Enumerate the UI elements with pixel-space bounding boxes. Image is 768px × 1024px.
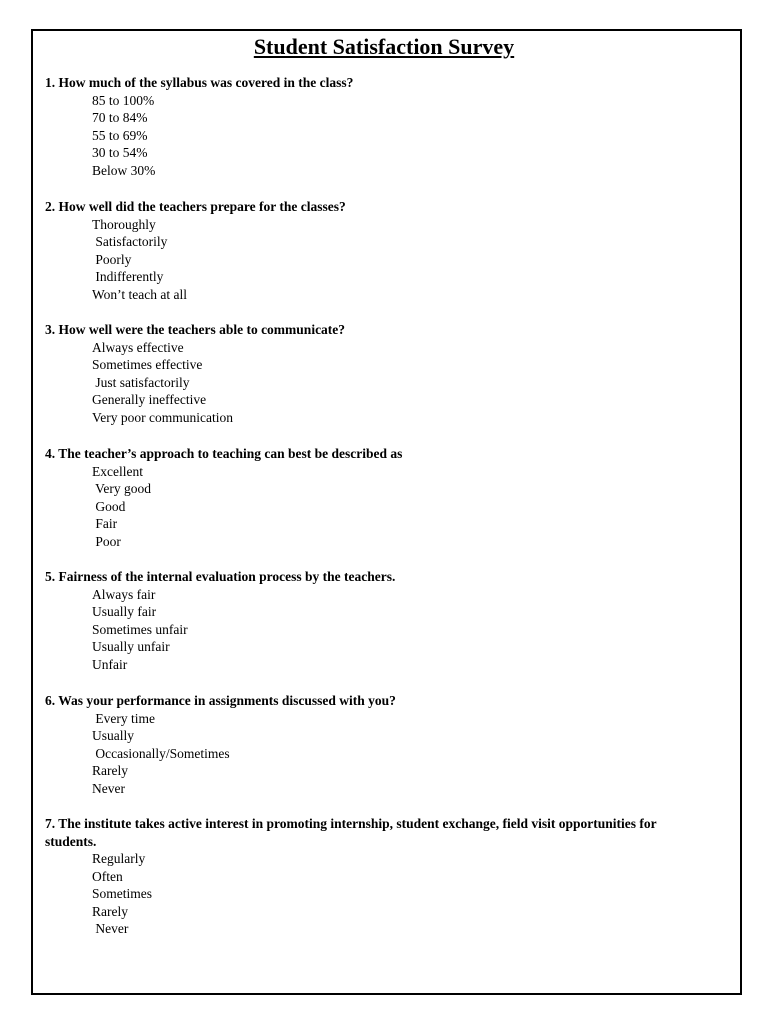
answer-option[interactable]: Thoroughly (92, 216, 156, 232)
answer-option[interactable]: Always effective (92, 339, 184, 355)
option-list (45, 463, 705, 551)
answer-option[interactable]: Rarely (92, 903, 128, 919)
answer-option[interactable]: Below 30% (92, 162, 156, 178)
answer-option[interactable]: 30 to 54% (92, 145, 148, 160)
option-list (45, 850, 705, 938)
option-list (45, 92, 705, 180)
answer-option[interactable]: Sometimes (92, 886, 152, 901)
answer-option[interactable]: Unfair (92, 656, 128, 672)
answer-option[interactable]: Very good (92, 481, 151, 496)
question-7 (45, 815, 705, 938)
question-text: 1. How much of the syllabus was covered in the class? (45, 75, 354, 90)
answer-option[interactable]: Excellent (92, 463, 143, 479)
option-list (45, 339, 705, 427)
answer-option[interactable]: Never (92, 921, 129, 936)
question-text: 6. Was your performance in assignments discussed with you? (45, 693, 396, 708)
question-text: 7. The institute takes active interest in promoting internship, student exchange, field visit opportunities for students. (45, 816, 657, 849)
answer-option[interactable]: Never (92, 780, 125, 796)
answer-option[interactable]: Every time (92, 710, 155, 726)
answer-option[interactable]: Occasionally/Sometimes (92, 745, 230, 761)
answer-option[interactable]: Indifferently (92, 269, 164, 284)
question-text: 4. The teacher’s approach to teaching can best be described as (45, 446, 403, 461)
answer-option[interactable]: Good (92, 498, 126, 514)
answer-option[interactable]: Usually (92, 728, 134, 743)
question-3 (45, 321, 705, 426)
answer-option[interactable]: Usually unfair (92, 639, 170, 654)
question-6 (45, 692, 705, 797)
answer-option[interactable]: Very poor communication (92, 409, 233, 425)
question-text: 3. How well were the teachers able to communicate? (45, 322, 346, 337)
option-list (45, 586, 705, 674)
answer-option[interactable]: Often (92, 868, 123, 884)
answer-option[interactable]: Sometimes unfair (92, 621, 188, 637)
option-list (45, 710, 705, 798)
answer-option[interactable]: Satisfactorily (92, 234, 168, 249)
question-2 (45, 198, 705, 303)
answer-option[interactable]: Poor (92, 533, 121, 549)
answer-option[interactable]: Rarely (92, 763, 128, 778)
answer-option[interactable]: Fair (92, 516, 118, 531)
page-title: Student Satisfaction Survey (253, 34, 515, 59)
answer-option[interactable]: 70 to 84% (92, 110, 148, 125)
question-5 (45, 568, 705, 673)
answer-option[interactable]: 85 to 100% (92, 92, 155, 108)
answer-option[interactable]: 55 to 69% (92, 127, 148, 143)
question-4 (45, 445, 705, 550)
answer-option[interactable]: Generally ineffective (92, 392, 207, 407)
option-list (45, 216, 705, 304)
answer-option[interactable]: Always fair (92, 586, 156, 602)
answer-option[interactable]: Poorly (92, 251, 132, 267)
answer-option[interactable]: Sometimes effective (92, 357, 203, 372)
question-1 (45, 74, 705, 179)
question-text: 2. How well did the teachers prepare for the classes? (45, 199, 346, 214)
answer-option[interactable]: Just satisfactorily (92, 374, 190, 390)
answer-option[interactable]: Regularly (92, 851, 146, 866)
question-text: 5. Fairness of the internal evaluation process by the teachers. (45, 569, 396, 584)
answer-option[interactable]: Usually fair (92, 604, 157, 619)
answer-option[interactable]: Won’t teach at all (92, 286, 188, 302)
